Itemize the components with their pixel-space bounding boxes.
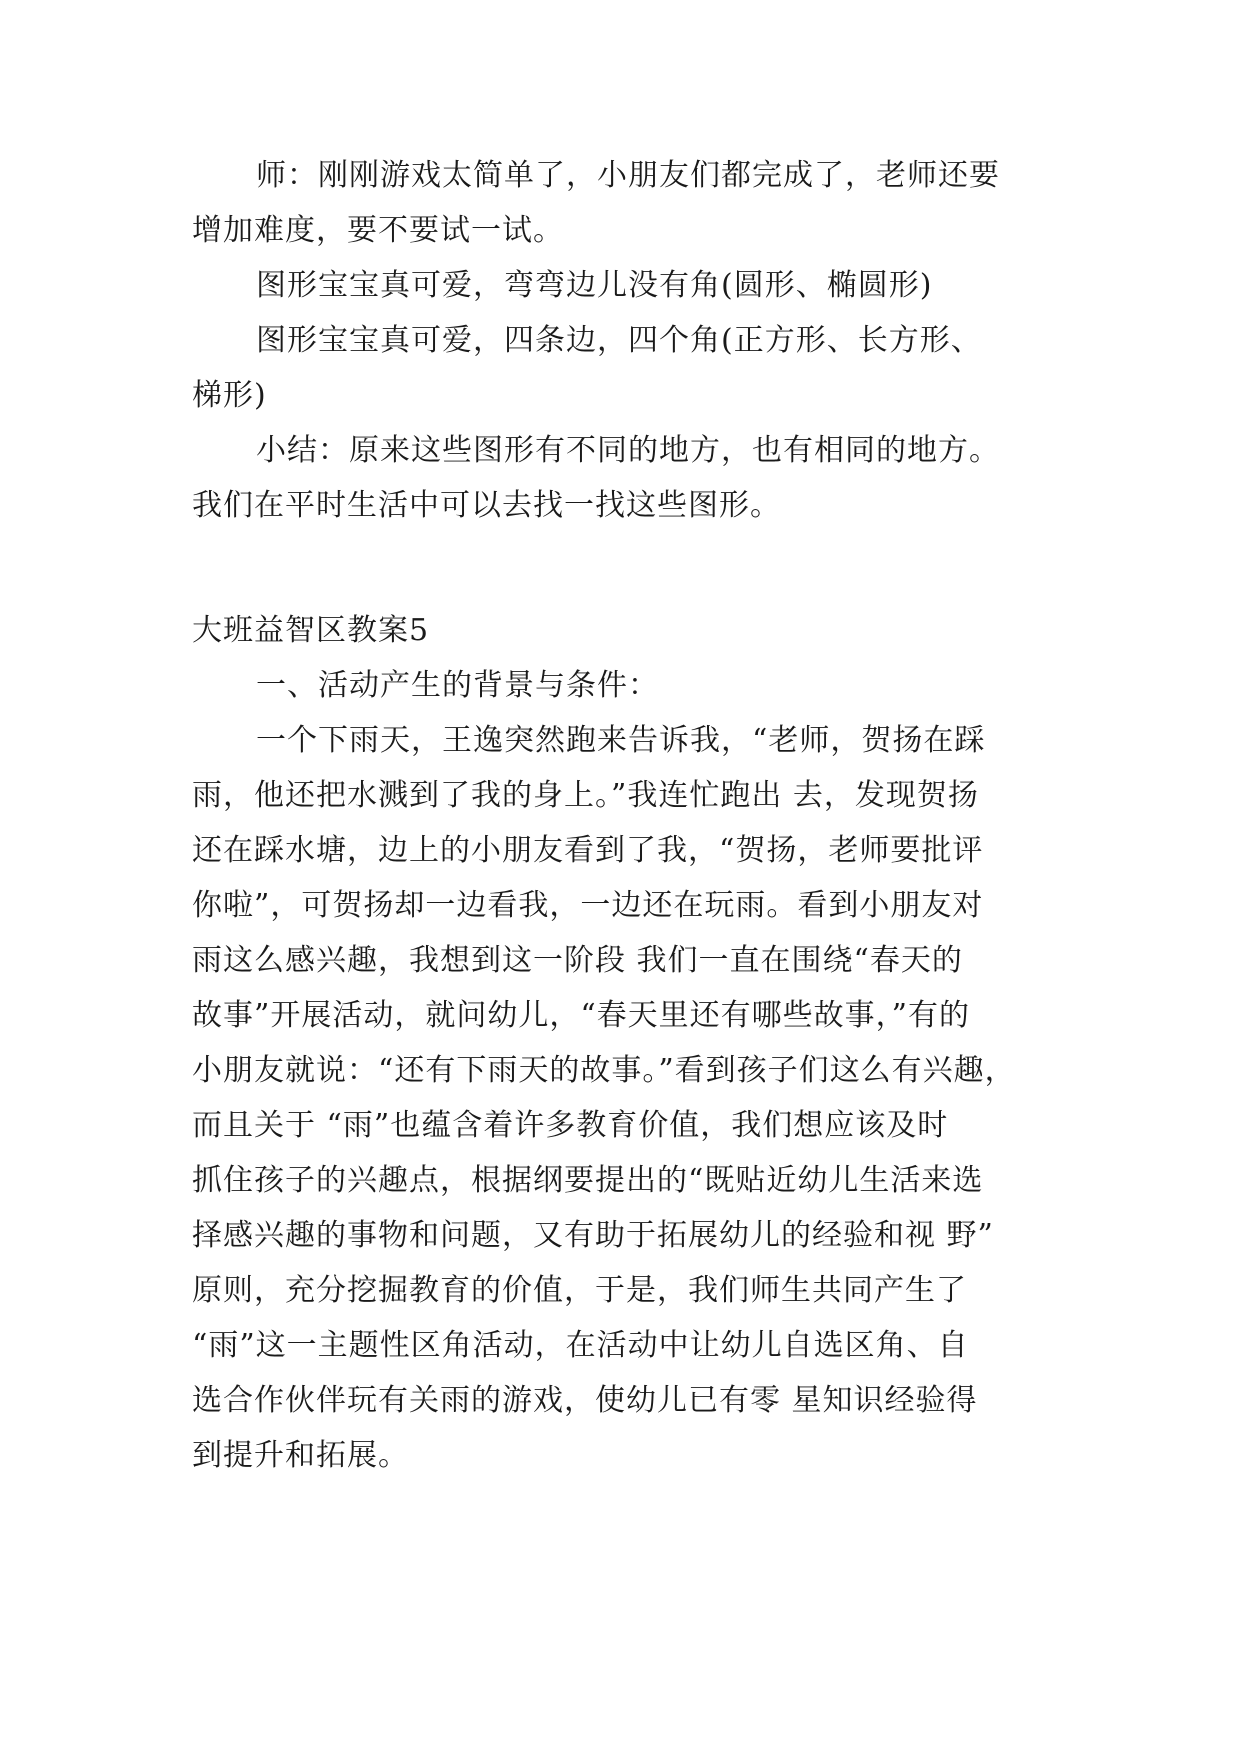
section-subtitle: 一、活动产生的背景与条件： xyxy=(256,668,659,703)
paragraph-line: 我们在平时生活中可以去找一找这些图形。 xyxy=(192,488,781,523)
paragraph-line: “雨”这一主题性区角活动，在活动中让幼儿自选区角、自 xyxy=(192,1328,969,1363)
paragraph-line: 选合作伙伴玩有关雨的游戏，使幼儿已有零 星知识经验得 xyxy=(192,1383,978,1418)
paragraph-line: 图形宝宝真可爱，弯弯边儿没有角(圆形、椭圆形) xyxy=(256,268,933,303)
paragraph-line: 小朋友就说：“还有下雨天的故事。”看到孩子们这么有兴趣， xyxy=(192,1053,1016,1088)
paragraph-line: 师：刚刚游戏太简单了，小朋友们都完成了，老师还要 xyxy=(256,158,1000,193)
paragraph-line: 而且关于 “雨”也蕴含着许多教育价值，我们想应该及时 xyxy=(192,1108,949,1143)
paragraph-line: 原则，充分挖掘教育的价值，于是，我们师生共同产生了 xyxy=(192,1273,967,1308)
paragraph-line: 你啦”，可贺扬却一边看我，一边还在玩雨。看到小朋友对 xyxy=(192,888,984,923)
paragraph-line: 小结：原来这些图形有不同的地方，也有相同的地方。 xyxy=(256,433,1000,468)
section-title: 大班益智区教案5 xyxy=(192,613,430,648)
paragraph-line: 到提升和拓展。 xyxy=(192,1438,409,1473)
paragraph-line: 梯形) xyxy=(192,378,267,413)
paragraph-line: 一个下雨天，王逸突然跑来告诉我，“老师，贺扬在踩 xyxy=(256,723,986,758)
paragraph-line: 抓住孩子的兴趣点，根据纲要提出的“既贴近幼儿生活来选 xyxy=(192,1163,984,1198)
paragraph-line: 增加难度，要不要试一试。 xyxy=(192,213,564,248)
document-body xyxy=(192,156,1054,1491)
paragraph-line: 择感兴趣的事物和问题，又有助于拓展幼儿的经验和视 野” xyxy=(192,1218,994,1253)
paragraph-line: 还在踩水塘，边上的小朋友看到了我，“贺扬，老师要批评 xyxy=(192,833,984,868)
paragraph-line: 图形宝宝真可爱，四条边，四个角(正方形、长方形、 xyxy=(256,323,982,358)
paragraph-line: 雨这么感兴趣，我想到这一阶段 我们一直在围绕“春天的 xyxy=(192,943,963,978)
paragraph-line: 雨，他还把水溅到了我的身上。”我连忙跑出 去，发现贺扬 xyxy=(192,778,979,813)
paragraph-line: 故事”开展活动，就问幼儿，“春天里还有哪些故事，”有的 xyxy=(192,998,971,1033)
